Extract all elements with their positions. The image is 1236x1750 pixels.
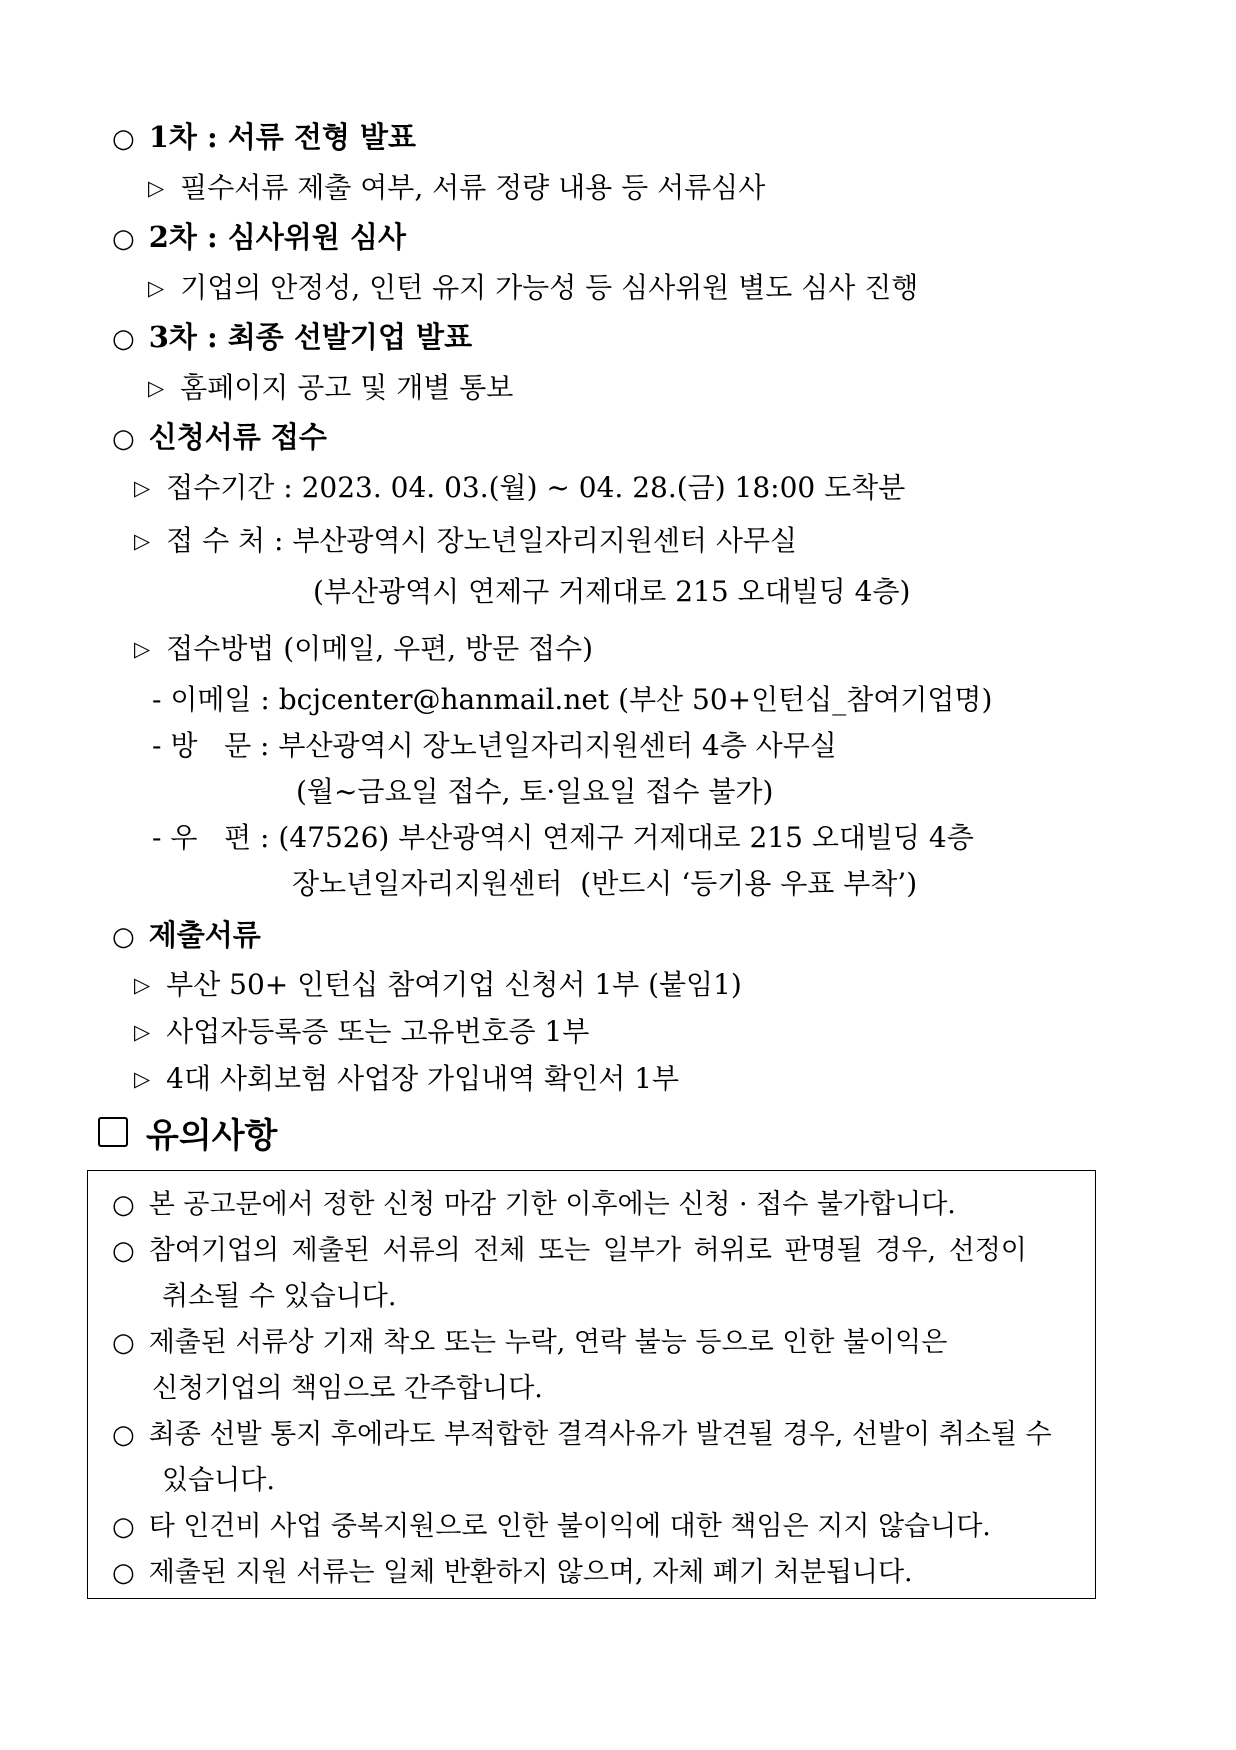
step2-heading: ○ 2차 : 심사위원 심사: [112, 220, 406, 254]
document-item: ▷ 부산 50+ 인턴십 참여기업 신청서 1부 (붙임1): [134, 968, 742, 1001]
circle-bullet-icon: ○: [112, 124, 135, 154]
triangle-bullet-icon: ▷: [148, 276, 165, 300]
step3-detail: ▷ 홈페이지 공고 및 개별 통보: [148, 371, 514, 404]
triangle-bullet-icon: ▷: [134, 1067, 151, 1091]
note-item: ○ 제출된 지원 서류는 일체 반환하지 않으며, 자체 폐기 처분됩니다.: [112, 1557, 913, 1588]
application-place-address: (부산광역시 연제구 거제대로 215 오대빌딩 4층): [313, 575, 911, 608]
circle-bullet-icon: ○: [112, 1558, 135, 1588]
method-email: - 이메일 : bcjcenter@hanmail.net (부산 50+인턴십_참여기업명): [152, 683, 993, 716]
document-item: ▷ 4대 사회보험 사업장 가입내역 확인서 1부: [134, 1062, 680, 1095]
application-place: ▷ 접 수 처 : 부산광역시 장노년일자리지원센터 사무실: [134, 524, 798, 557]
method-post: - 우 편 : (47526) 부산광역시 연제구 거제대로 215 오대빌딩 4층: [152, 821, 974, 854]
step1-detail: ▷ 필수서류 제출 여부, 서류 정량 내용 등 서류심사: [148, 171, 766, 204]
application-period: ▷ 접수기간 : 2023. 04. 03.(월) ~ 04. 28.(금) 18:00 도착분: [134, 471, 906, 504]
step3-heading: ○ 3차 : 최종 선발기업 발표: [112, 320, 473, 354]
triangle-bullet-icon: ▷: [134, 1020, 151, 1044]
application-heading: ○ 신청서류 접수: [112, 420, 327, 454]
method-visit-note: (월~금요일 접수, 토·일요일 접수 불가): [296, 775, 774, 808]
triangle-bullet-icon: ▷: [134, 476, 151, 500]
circle-bullet-icon: ○: [112, 424, 135, 454]
note-item: ○ 본 공고문에서 정한 신청 마감 기한 이후에는 신청 · 접수 불가합니다.: [112, 1189, 956, 1220]
circle-bullet-icon: ○: [112, 224, 135, 254]
circle-bullet-icon: ○: [112, 1328, 135, 1358]
note-item: ○ 최종 선발 통지 후에라도 부적합한 결격사유가 발견될 경우, 선발이 취소될 수: [112, 1419, 1052, 1450]
note-item-cont: 취소될 수 있습니다.: [162, 1281, 397, 1312]
triangle-bullet-icon: ▷: [134, 973, 151, 997]
note-item-cont: 있습니다.: [162, 1465, 275, 1496]
circle-bullet-icon: ○: [112, 324, 135, 354]
circle-bullet-icon: ○: [112, 1236, 135, 1266]
note-item: ○ 참여기업의 제출된 서류의 전체 또는 일부가 허위로 판명될 경우, 선정이: [112, 1235, 1027, 1266]
circle-bullet-icon: ○: [112, 1190, 135, 1220]
method-visit: - 방 문 : 부산광역시 장노년일자리지원센터 4층 사무실: [152, 729, 837, 762]
notes-heading: 유의사항: [98, 1110, 277, 1154]
note-item: ○ 제출된 서류상 기재 착오 또는 누락, 연락 불능 등으로 인한 불이익은: [112, 1327, 948, 1358]
note-item: ○ 타 인건비 사업 중복지원으로 인한 불이익에 대한 책임은 지지 않습니다.: [112, 1511, 991, 1542]
document-item: ▷ 사업자등록증 또는 고유번호증 1부: [134, 1015, 590, 1048]
documents-heading: ○ 제출서류: [112, 918, 261, 952]
application-method: ▷ 접수방법 (이메일, 우편, 방문 접수): [134, 632, 594, 665]
note-item-cont: 신청기업의 책임으로 간주합니다.: [152, 1373, 543, 1404]
triangle-bullet-icon: ▷: [148, 376, 165, 400]
triangle-bullet-icon: ▷: [134, 529, 151, 553]
triangle-bullet-icon: ▷: [134, 637, 151, 661]
triangle-bullet-icon: ▷: [148, 176, 165, 200]
step1-heading: ○ 1차 : 서류 전형 발표: [112, 120, 417, 154]
step2-detail: ▷ 기업의 안정성, 인턴 유지 가능성 등 심사위원 별도 심사 진행: [148, 271, 919, 304]
method-post-note: 장노년일자리지원센터 (반드시 ‘등기용 우표 부착’): [292, 867, 918, 900]
checkbox-square-icon: [98, 1117, 128, 1147]
circle-bullet-icon: ○: [112, 1512, 135, 1542]
circle-bullet-icon: ○: [112, 1420, 135, 1450]
circle-bullet-icon: ○: [112, 922, 135, 952]
